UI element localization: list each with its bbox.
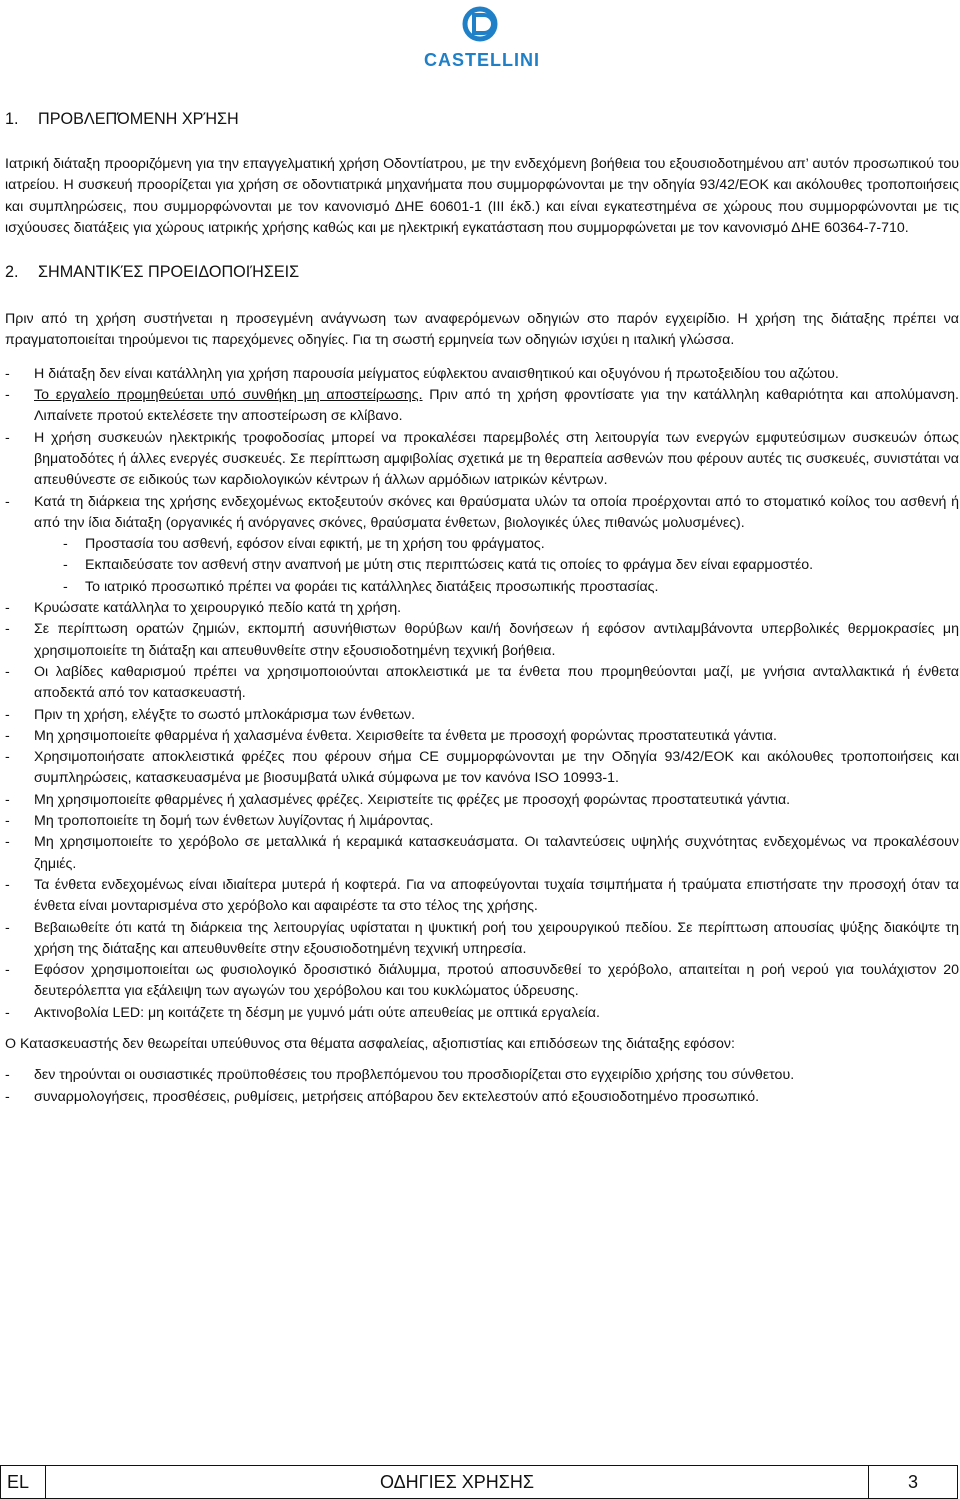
list-item: - Σε περίπτωση ορατών ζημιών, εκπομπή ασυνήθιστων θορύβων και/ή δονήσεων ή εφόσον αντιλαμβάνοντα υπερβολικές θερμοκρασίες μη χρησιμοποιείτε τη διάταξη και απευθυνθείτε στην εξουσιοδοτημένη τεχνική βοήθεια. xyxy=(5,621,959,659)
castellini-logo-mark xyxy=(412,4,552,74)
list-item: - Η διάταξη δεν είναι κατάλληλη για χρήση παρουσία μείγματος εύφλεκτου αναισθητικού και οξυγόνου ή πρωτοξειδίου του αζώτου. xyxy=(5,365,839,382)
list-item: - Μη χρησιμοποιείτε φθαρμένες ή χαλασμένες φρέζες. Χειριστείτε τις φρέζες με προσοχή φορώντας προστατευτικά γάντια. xyxy=(5,791,791,808)
logo-wordmark: CASTELLINI xyxy=(424,50,540,70)
conditions-list xyxy=(5,1065,959,1108)
sub-list-item: - Εκπαιδεύσατε τον ασθενή στην αναπνοή με μύτη στις περιπτώσεις κατά τις οποίες το φράγμα δεν είναι εφαρμοστέο. xyxy=(63,557,814,574)
section-1-paragraph: Ιατρική διάταξη προοριζόμενη για την επαγγελματική χρήση Οδοντίατρου, με την ενδεχόμενη βοήθεια του εξουσιοδοτημένου απ’ αυτόν προσωπικού του ιατρείου. Η συσκευή προορίζεται για χρήση σε οδοντιατρικά μηχανήματα που συμμορφώνονται με την οδηγία 93/42/ΕΟΚ και ακόλουθες τροποποιήσεις και συμπληρώσεις, που συμμορφώνονται με τον κανονισμό ΔΗΕ 60601-1 (III έκδ.) και είναι εγκατεστημένα σε χώρους που συμμορφώνονται με τις ισχύουσες διατάξεις για χώρους ιατρικής χρήσης καθώς και με ηλεκτρική εγκατάσταση που συμμορφώνεται με τον κανονισμό ΔΗΕ 60364-7-710. xyxy=(5,156,959,236)
list-item: - δεν τηρούνται οι ουσιαστικές προϋποθέσεις του προβλεπόμενου του προσδιορίζεται στο εγχειρίδιο χρήσης του σύνθετου. xyxy=(5,1067,795,1084)
list-item: - Μη τροποποιείτε τη δομή των ένθετων λυγίζοντας ή λιμάροντας. xyxy=(5,813,434,830)
section-2-title: ΣΗΜΑΝΤΙΚΈΣ ΠΡΟΕΙΔΟΠΟΙΉΣΕΙΣ xyxy=(38,263,300,282)
section-2-intro: Πριν από τη χρήση συστήνεται η προσεγμένη ανάγνωση των αναφερόμενων οδηγιών στο παρόν εγχειρίδιο. Η χρήση της διάταξης πρέπει να πραγματοποιείται τηρούμενοι τις παρεχόμενες οδηγίες. Για τη σωστή ερμηνεία των οδηγιών ισχύει η ιταλική γλώσσα. xyxy=(5,311,959,349)
sub-list-item: - Το ιατρικό προσωπικό πρέπει να φοράει τις κατάλληλες διατάξεις προσωπικής προστασίας. xyxy=(63,578,659,595)
section-1-heading xyxy=(5,108,959,130)
footer-title: ΟΔΗΓΙΕΣ ΧΡΗΣΗΣ xyxy=(46,1466,869,1498)
section-2-number: 2. xyxy=(5,263,19,282)
list-item: - Τα ένθετα ενδεχομένως είναι ιδιαίτερα μυτερά ή κοφτερά. Για να αποφεύγονται τυχαία τσιμπήματα ή τραύματα επιστήσατε την προσοχή όταν τα ένθετα είναι μονταρισμένα στο χερόβολο και αφαιρέστε τα στο τέλος της χρήσης. xyxy=(5,876,959,915)
list-item: - Εφόσον χρησιμοποιείται ως φυσιολογικό δροσιστικό διάλυμμα, προτού αποσυνδεθεί το χερόβολο, απαιτείται η ροή νερού για τουλάχιστον 20 δευτερόλεπτα για εξάλειψη των αγωγών του χερόβολου και του κυκλώματος ύδρευσης. xyxy=(5,962,959,1000)
list-item: - Πριν τη χρήση, ελέγξτε το σωστό μπλοκάρισμα των ένθετων. xyxy=(5,706,416,723)
document-body xyxy=(5,108,959,1108)
list-item: - Κρυώσατε κατάλληλα το χειρουργικό πεδίο κατά τη χρήση. xyxy=(5,600,402,617)
warnings-list xyxy=(5,364,959,1024)
section-1-title: ΠΡΟΒΛΕΠΌΜΕΝΗ ΧΡΉΣΗ xyxy=(38,110,239,128)
manufacturer-disclaimer: Ο Κατασκευαστής δεν θεωρείται υπεύθυνος στα θέματα ασφαλείας, αξιοπιστίας και επιδόσεων της διάταξης εφόσον: xyxy=(5,1035,735,1052)
list-item: - Κατά τη διάρκεια της χρήσης ενδεχομένως εκτοξευτούν σκόνες και θραύσματα υλών τα οποία προέρχονται από το στοματικό κοίλος του ασθενή ή από την ίδια διάταξη (οργανικές ή ανόργανες σκόνες, θραύσματα ένθετων, βιολογικές ύλες πιθανώς μολυσμένες). - Προστασία του ασθενή, εφόσον είναι εφικτή, με τη χρήση του φράγματος. - Εκπαιδεύσατε τον ασθενή στην αναπνοή με μύτη στις περιπτώσεις κατά τις οποίες το φράγμα δεν είναι εφαρμοστέο. - Το ιατρικό προσωπικό πρέπει να φοράει τις κατάλληλες διατάξεις προσωπικής προστασίας. xyxy=(5,492,959,598)
list-item: - Μη χρησιμοποιείτε φθαρμένα ή χαλασμένα ένθετα. Χειρισθείτε τα ένθετα με προσοχή φορώντας προστατευτικά γάντια. xyxy=(5,727,777,744)
list-item: - Ακτινοβολία LED: μη κοιτάζετε τη δέσμη με γυμνό μάτι ούτε απευθείας με οπτικά εργαλεία. xyxy=(5,1004,600,1021)
list-item: - Οι λαβίδες καθαρισμού πρέπει να χρησιμοποιούνται αποκλειστικά με τα ένθετα που προμηθεύονται μαζί, με γνήσια ανταλλακτικά ή ένθετα αποδεκτά από τον κατασκευαστή. xyxy=(5,663,959,702)
list-item: - Μη χρησιμοποιείτε το χερόβολο σε μεταλλικά ή κεραμικά κατασκευάσματα. Οι ταλαντεύσεις υψηλής συχνότητας ενδεχομένως να προκαλέσουν ζημιές. xyxy=(5,834,959,872)
section-1-number: 1. xyxy=(5,110,19,128)
section-2-heading xyxy=(5,261,959,283)
list-item: - Η χρήση συσκευών ηλεκτρικής τροφοδοσίας μπορεί να προκαλέσει παρεμβολές στη λειτουργία των ενεργών εμφυτεύσιμων συσκευών όπως βηματοδότες ή άλλες ενεργές συσκευές. Σε περίπτωση αμφιβολίας σχετικά με τη θεραπεία ασθενών που φέρουν αυτές τις συσκευές, συνιστάται να απευθύνεστε σε ειδικούς των καρδιολογικών κέντρων ή άλλων αρμόδιων ιατρικών κέντρων. xyxy=(5,429,959,489)
list-item: - Χρησιμοποιήσατε αποκλειστικά φρέζες που φέρουν σήμα CE συμμορφώνονται με την Οδηγία 93/42/ΕΟΚ και ακόλουθες τροποποιήσεις και συμπληρώσεις, κατασκευασμένα με βιοσυμβατά υλικά σύμφωνα με τον κανόνα ISO 10993-1. xyxy=(5,749,959,787)
list-item: - Βεβαιωθείτε ότι κατά τη διάρκεια της λειτουργίας υφίσταται η ψυκτική ροή του χειρουργικού πεδίου. Σε περίπτωση απουσίας ψύξης διακόψτε τη χρήση της διάταξης και απευθυνθείτε στην εξουσιοδοτημένη τεχνική υπηρεσία. xyxy=(5,919,959,957)
underlined-notice: Το εργαλείο προμηθεύεται υπό συνθήκη μη αποστείρωσης. xyxy=(34,387,423,404)
page-footer xyxy=(0,1465,958,1499)
list-item: - Το εργαλείο προμηθεύεται υπό συνθήκη μη αποστείρωσης. Πριν από τη χρήση φροντίσατε για την κατάλληλη καθαριότητα και απολύμανση. Λιπαίνετε προτού εκτελέσετε την αποστείρωση σε κλίβανο. xyxy=(5,387,960,425)
footer-page-number: 3 xyxy=(907,1471,918,1492)
sub-list-item: - Προστασία του ασθενή, εφόσον είναι εφικτή, με τη χρήση του φράγματος. xyxy=(63,536,545,553)
list-item: - συναρμολογήσεις, προσθέσεις, ρυθμίσεις, μετρήσεις απόβαρου δεν εκτελεστούν από εξουσιοδοτημένο προσωπικό. xyxy=(5,1088,760,1105)
footer-language: EL xyxy=(1,1466,46,1498)
sub-list xyxy=(34,534,959,598)
castellini-logo xyxy=(412,4,552,74)
